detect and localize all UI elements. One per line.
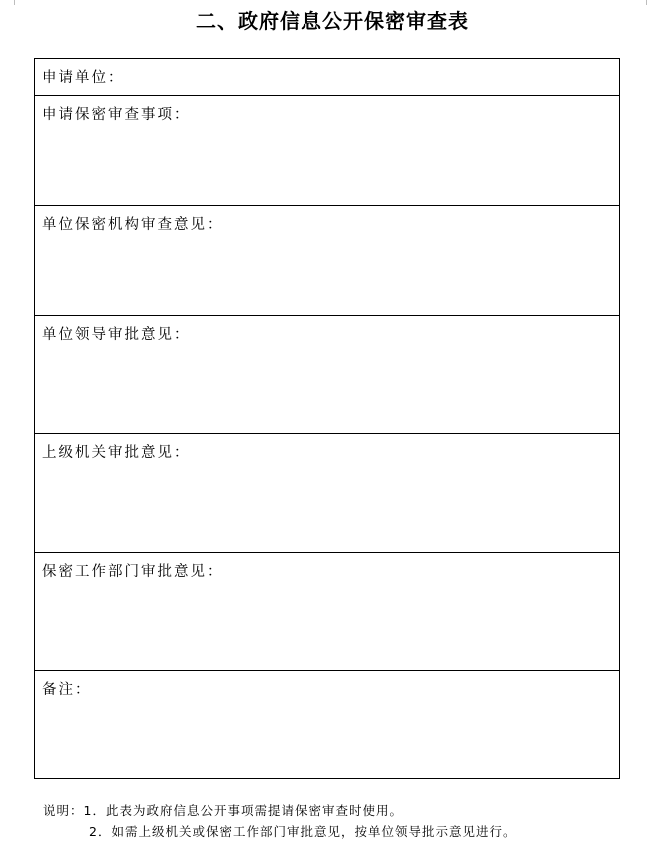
form-row-label: 备注： [42, 682, 92, 698]
form-row-superior-opinion[interactable] [35, 434, 619, 553]
form-row-label: 单位领导审批意见： [42, 327, 191, 343]
form-row-label: 保密工作部门审批意见： [42, 564, 224, 580]
note-line-1: 说明：1．此表为政府信息公开事项需提请保密审查时使用。 [43, 803, 403, 818]
page-title: 二、政府信息公开保密审查表 [196, 9, 469, 33]
form-row-unit-secrecy-opinion[interactable] [35, 206, 619, 316]
form-row-label: 申请保密审查事项： [42, 107, 191, 123]
form-row-label: 上级机关审批意见： [42, 445, 191, 461]
form-row-applicant-unit[interactable] [35, 59, 619, 96]
form-row-unit-leader-opinion[interactable] [35, 316, 619, 434]
form-notes [43, 800, 516, 842]
form-row-label: 单位保密机构审查意见： [42, 217, 224, 233]
form-row-secrecy-dept-opinion[interactable] [35, 553, 619, 671]
note-line-2: 2．如需上级机关或保密工作部门审批意见，按单位领导批示意见进行。 [89, 824, 517, 839]
form-row-review-items[interactable] [35, 96, 619, 206]
form-row-label: 申请单位： [42, 70, 125, 86]
review-form-table [34, 58, 620, 779]
form-row-remarks[interactable] [35, 671, 619, 778]
